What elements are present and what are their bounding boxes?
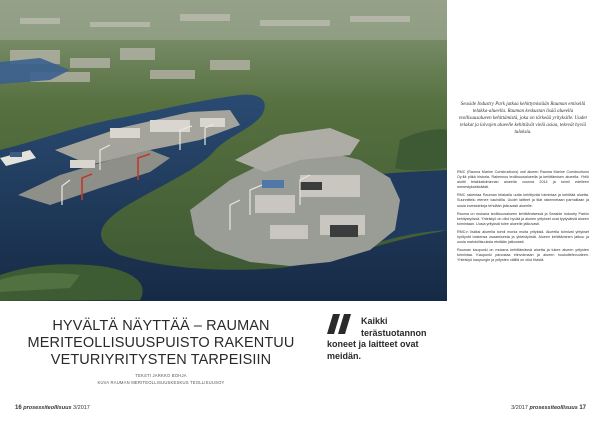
magazine-name: prosessiteollisuus [529,405,578,411]
body-paragraph: RMC:n lisäksi alueella toimii monia muita yrityksiä. Alueella toimivat yritykset hyötyvät toistensa osaamisesta ja yhteistyöstä. Alueen kehittäminen jatkuu ja uusia mahdollisuuksia etsitään jatkuvasti. [457,229,589,245]
photo-caption: Seaside Industry Park jatkaa kehittymistään Rauman entisellä telakka-alueella. Rauman keskustan lisää alueella teollisuusalueen kehittämistä, joka on tärkeää yrityksille. Uudet telakat ja laivojen alueelle kehittävät vielä asiaa, tekevät hyviä tuloksia. [459,102,587,135]
folio-right [511,405,586,411]
article-headline [11,318,311,369]
quote-line: koneet ja laitteet ovat [327,339,419,349]
body-paragraph: Rauman kaupunki on mukana kehittämässä aluetta ja tukee alueen yritysten toimintaa. Kaupunki panostaa elinvoimaan ja alueen houkuttelevuuteen. Yhteistyö kaupungin ja yritysten välillä on ollut tiivistä. [457,248,589,263]
page-number: 17 [579,405,586,411]
headline-line: HYVÄLTÄ NÄYTTÄÄ – RAUMAN [52,318,270,334]
pull-quote [327,316,452,362]
quote-line: meidän. [327,350,362,361]
article-body [457,170,589,267]
article-credits [30,373,292,386]
body-paragraph: RMC rakentaa Rauman telakalla uutta kehittyvää toimintaa ja kehittää aluetta. Suunnittelu etenee vauhdilla. Uudet laitteet ja tilat rakennetaan parhaillaan ja uusia investointeja tehdään jatkuvasti alueelle. [457,193,589,208]
issue-number: 3/2017 [511,405,528,411]
quote-line: terästuotannon [361,327,427,338]
body-paragraph: RMC (Rauma Marine Constructions) osti alueen Rauma Marine Constructions Oy:llä pitkä historia. Rakennus teollisuusalueella ja kehittämisen alueella. Yhtiö aloitti telakkatoiminnan alueella vuonna 2014 ja toimii edelleen menestyksekkäästi. [457,170,589,190]
body-paragraph: Rauma on mukana teollisuusalueen kehittämisessä ja Seaside Industry Parkin kehitystyössä. Yhteistyö on ollut hyvää ja alueen yritykset ovat tyytyväisiä alueen toimintaan. Uusia yrityksiä tulee alueelle jatkuvasti. [457,211,589,226]
headline-line: MERITEOLLISUUSPUISTO RAKENTUU [27,335,295,351]
page-number: 16 [15,405,22,411]
headline-line: VETURIYRITYSTEN TARPEISIIN [50,352,272,368]
magazine-name: prosessiteollisuus [23,405,72,411]
quote-line: Kaikki [361,316,388,326]
credit-photo: KUVA RAUMAN MERITEOLLISUUSKESKUS TEOLLISUUSOY [97,379,225,385]
folio-left [15,405,90,411]
issue-number: 3/2017 [73,405,90,411]
credit-text: TEKSTI JARKKO BOHJA [135,373,187,378]
